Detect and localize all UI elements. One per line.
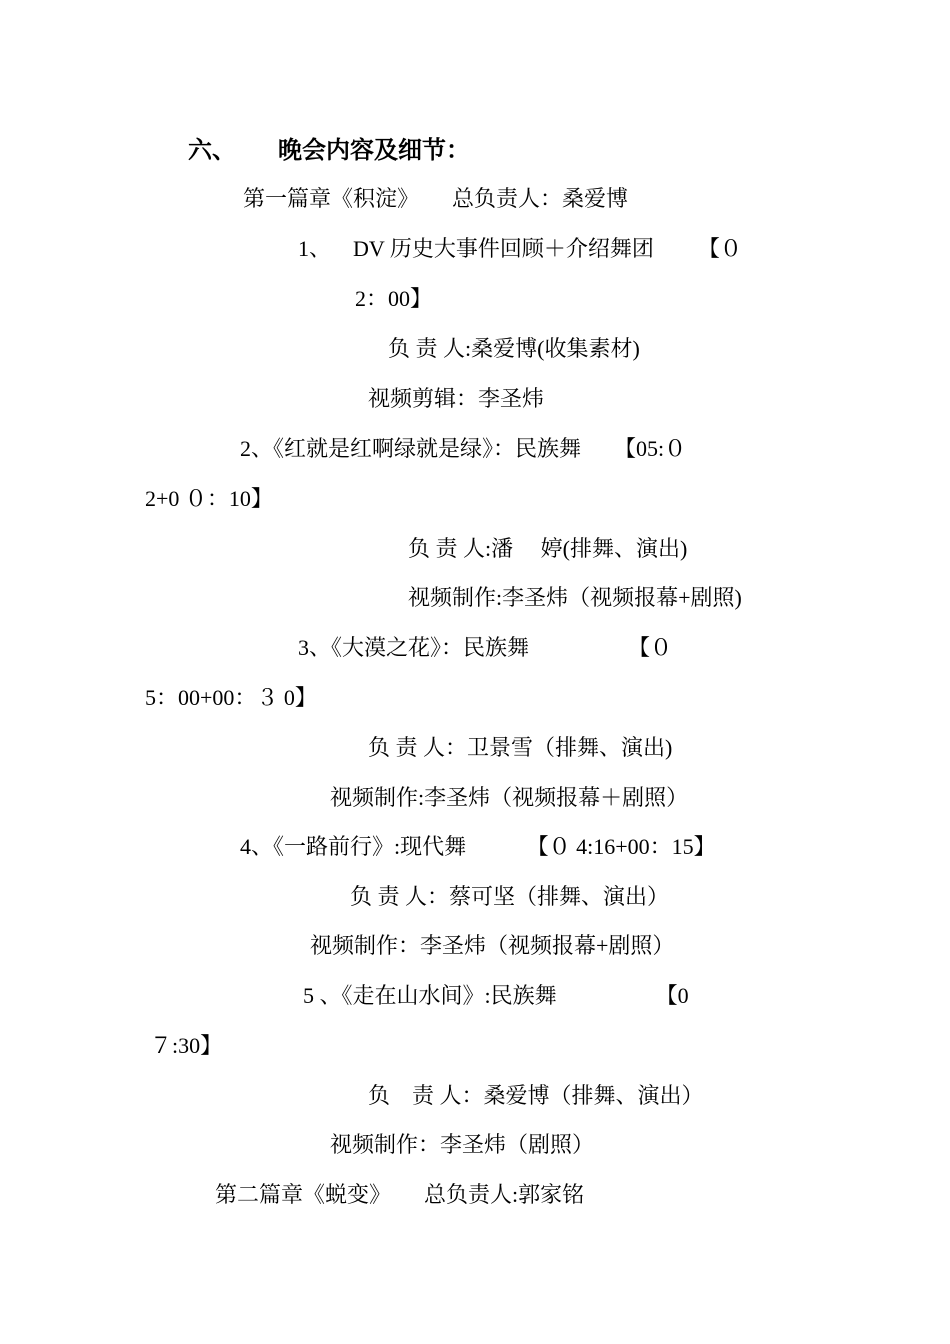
program-item-3-title: 3、《大漠之花》：民族舞 【０ bbox=[298, 635, 673, 660]
program-item-3-video: 视频制作:李圣炜（视频报幕＋剧照） bbox=[330, 785, 689, 810]
program-item-5-responsible: 负 责 人：桑爱博（排舞、演出） bbox=[368, 1083, 704, 1108]
program-item-1-time: 2：00】 bbox=[355, 286, 433, 311]
program-item-5-video: 视频制作：李圣炜（剧照） bbox=[330, 1132, 595, 1157]
program-item-3-responsible: 负 责 人：卫景雪（排舞、演出) bbox=[368, 735, 673, 760]
section-heading-number: 六、 bbox=[188, 138, 236, 164]
program-item-1-video: 视频剪辑：李圣炜 bbox=[368, 386, 545, 411]
program-item-3-time: 5：00+00：３ 0】 bbox=[145, 685, 317, 710]
program-item-1-title: 1、 DV 历史大事件回顾＋介绍舞团 【０ bbox=[298, 236, 742, 261]
section-heading: 晚会内容及细节： bbox=[278, 138, 470, 164]
program-item-5-title: 5 、《走在山水间》:民族舞 【0 bbox=[303, 983, 689, 1008]
program-item-4-title: 4、《一路前行》:现代舞 【０ 4:16+00：15】 bbox=[240, 834, 716, 859]
chapter-two-heading: 第二篇章《蜕变》 总负责人:郭家铭 bbox=[215, 1182, 585, 1207]
program-item-1-responsible: 负 责 人:桑爱博(收集素材) bbox=[388, 336, 640, 361]
program-item-2-title: 2、《红就是红啊绿就是绿》：民族舞 【05:０ bbox=[240, 436, 687, 461]
program-item-2-time: 2+0 ０：10】 bbox=[145, 486, 273, 511]
program-item-2-video: 视频制作:李圣炜（视频报幕+剧照) bbox=[408, 585, 742, 610]
chapter-one-heading: 第一篇章《积淀》 总负责人：桑爱博 bbox=[243, 186, 629, 211]
program-item-4-video: 视频制作：李圣炜（视频报幕+剧照） bbox=[310, 933, 675, 958]
program-item-2-responsible: 负 责 人:潘 婷(排舞、演出) bbox=[408, 536, 688, 561]
program-item-5-time: ７:30】 bbox=[150, 1033, 223, 1058]
program-item-4-responsible: 负 责 人：蔡可坚（排舞、演出） bbox=[350, 884, 670, 909]
